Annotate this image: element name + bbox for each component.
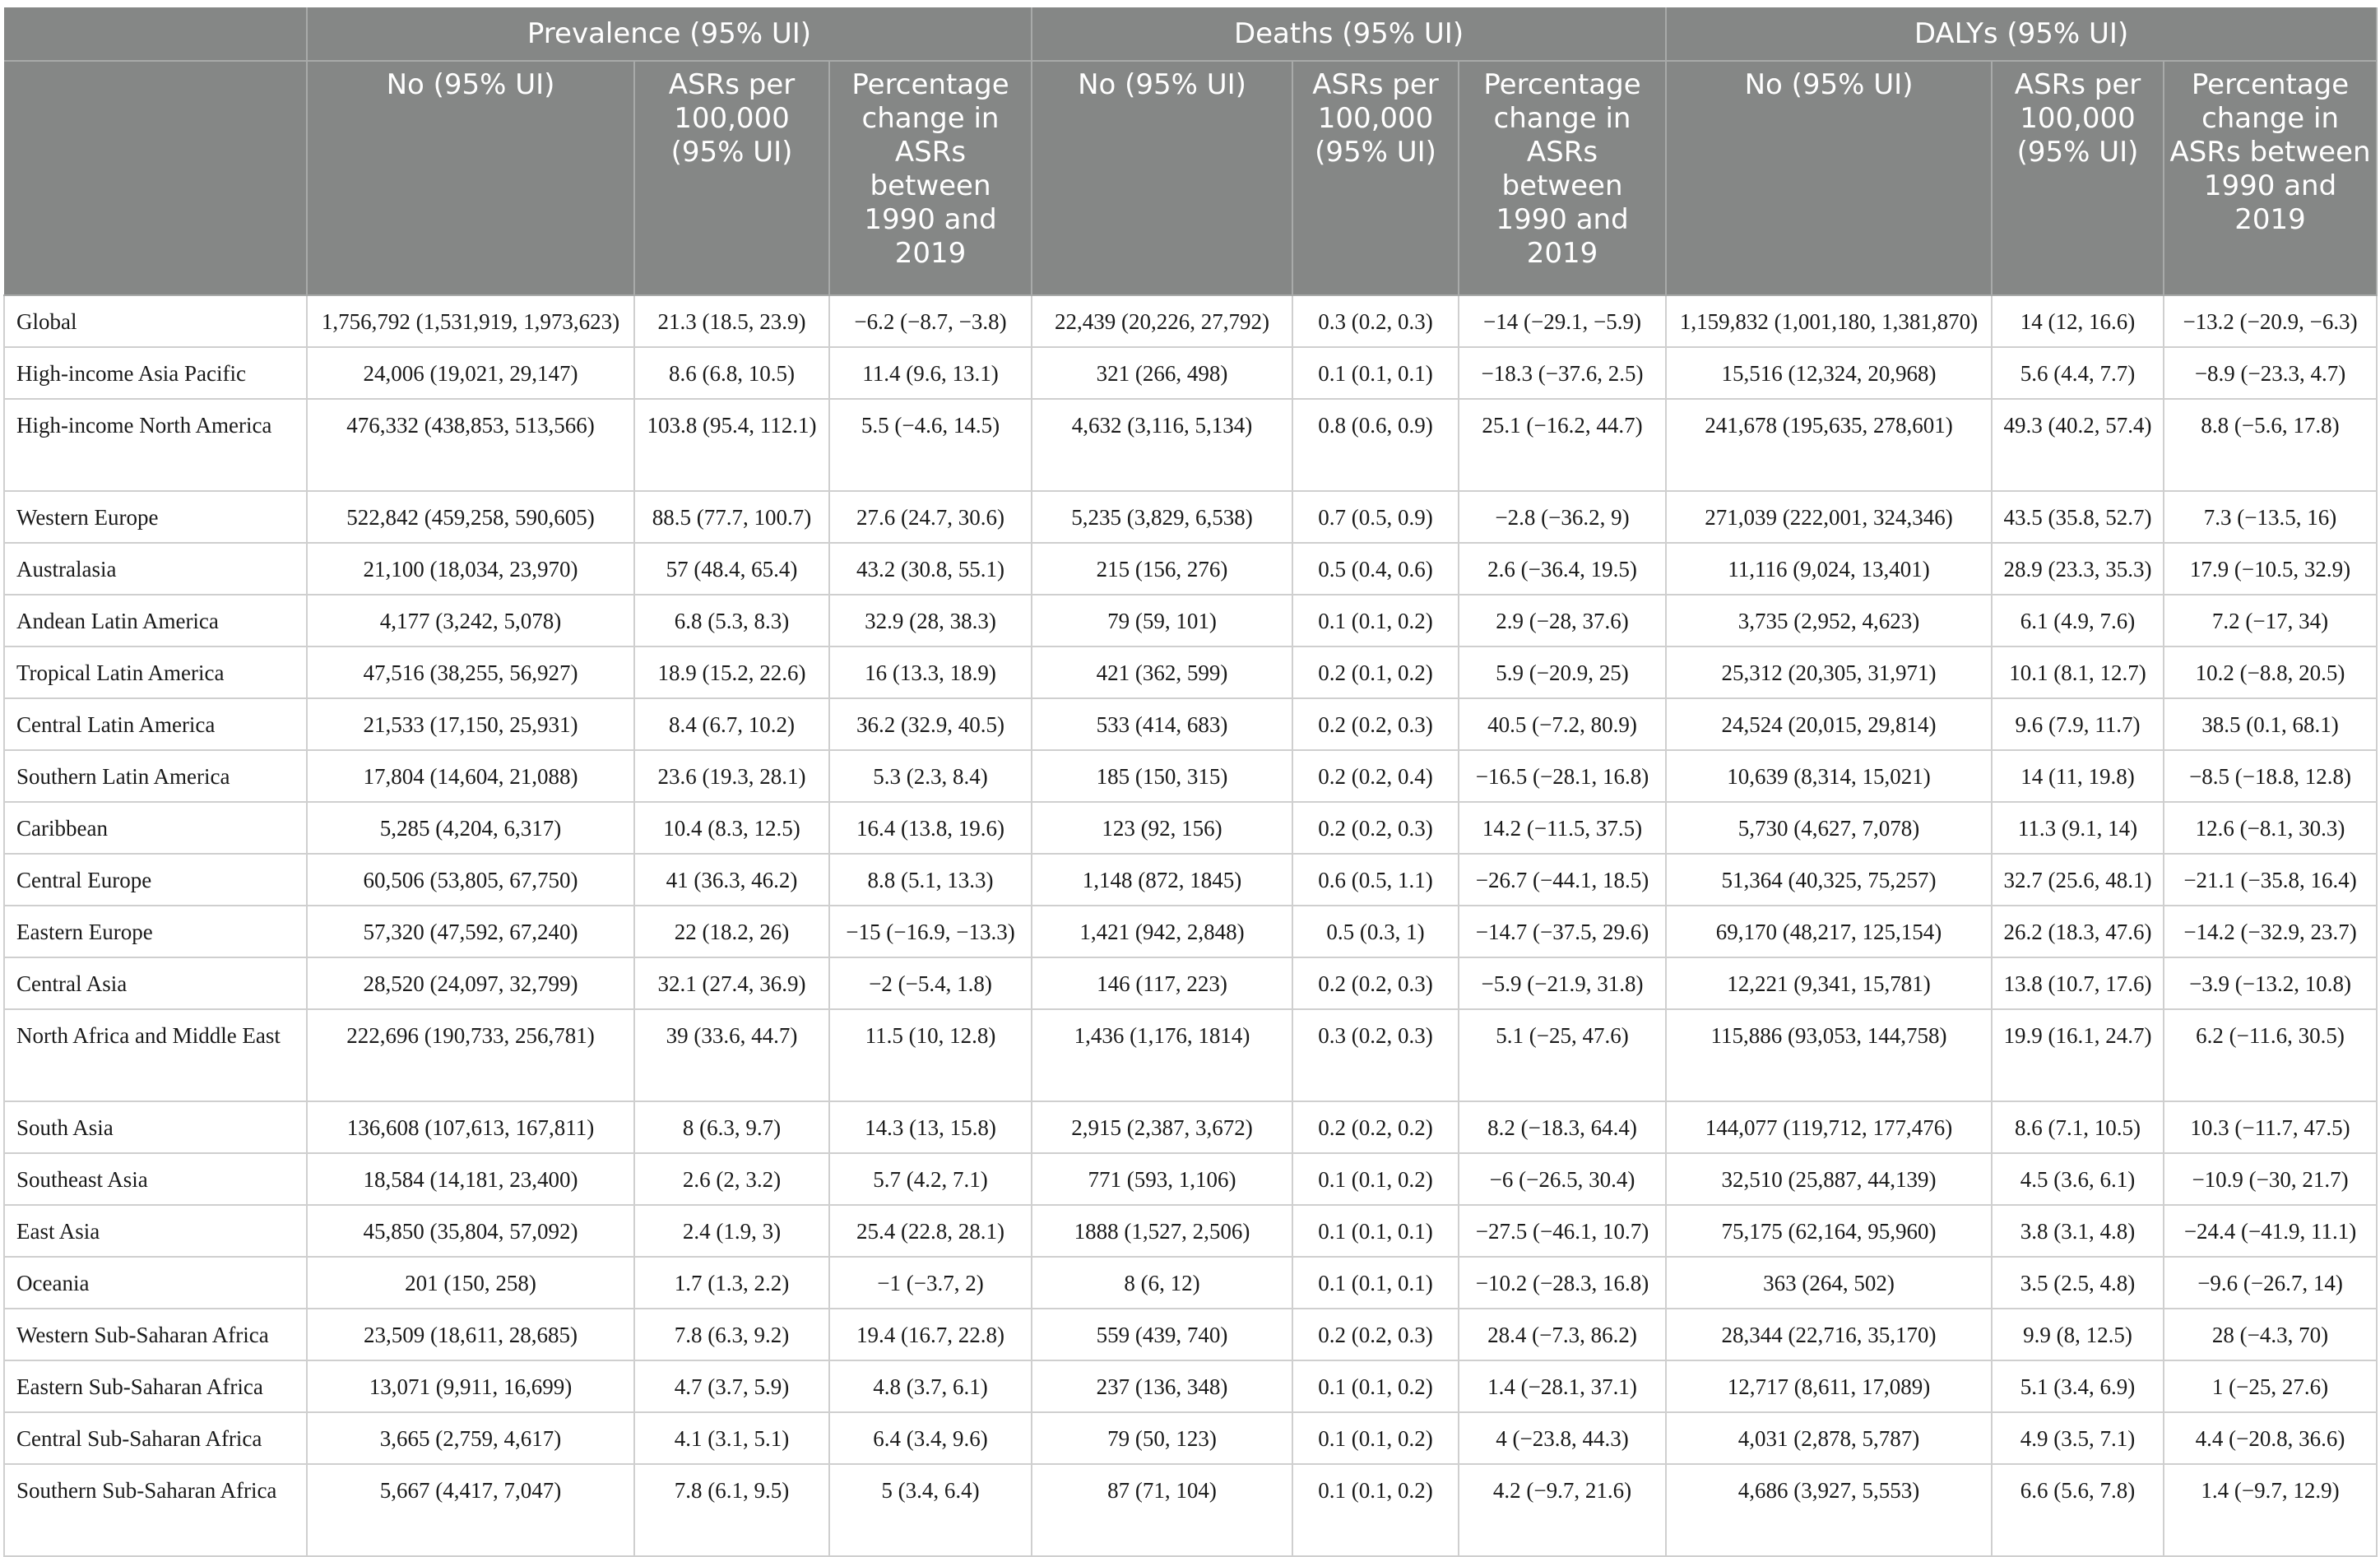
value-cell: 237 (136, 348): [1032, 1360, 1292, 1412]
value-cell: −26.7 (−44.1, 18.5): [1459, 854, 1666, 906]
value-cell: 0.2 (0.2, 0.3): [1292, 698, 1459, 750]
value-cell: 115,886 (93,053, 144,758): [1666, 1009, 1992, 1101]
value-cell: −2.8 (−36.2, 9): [1459, 491, 1666, 543]
value-cell: 0.7 (0.5, 0.9): [1292, 491, 1459, 543]
value-cell: 57,320 (47,592, 67,240): [307, 906, 634, 957]
value-cell: 241,678 (195,635, 278,601): [1666, 399, 1992, 491]
value-cell: 5 (3.4, 6.4): [829, 1464, 1032, 1556]
value-cell: 41 (36.3, 46.2): [634, 854, 829, 906]
table-row: [4, 1257, 2377, 1309]
value-cell: 185 (150, 315): [1032, 750, 1292, 802]
value-cell: 14 (11, 19.8): [1992, 750, 2164, 802]
value-cell: 45,850 (35,804, 57,092): [307, 1205, 634, 1257]
table-row: [4, 802, 2377, 854]
value-cell: 38.5 (0.1, 68.1): [2164, 698, 2377, 750]
value-cell: −16.5 (−28.1, 16.8): [1459, 750, 1666, 802]
value-cell: 5.3 (2.3, 8.4): [829, 750, 1032, 802]
value-cell: 18.9 (15.2, 22.6): [634, 646, 829, 698]
region-cell: Andean Latin America: [4, 595, 307, 646]
header-dalys: DALYs (95% UI): [1666, 7, 2377, 61]
value-cell: 1,421 (942, 2,848): [1032, 906, 1292, 957]
header-deaths-number: No (95% UI): [1032, 61, 1292, 295]
value-cell: 75,175 (62,164, 95,960): [1666, 1205, 1992, 1257]
value-cell: 10,639 (8,314, 15,021): [1666, 750, 1992, 802]
value-cell: 0.3 (0.2, 0.3): [1292, 1009, 1459, 1101]
region-cell: Tropical Latin America: [4, 646, 307, 698]
value-cell: 21,533 (17,150, 25,931): [307, 698, 634, 750]
value-cell: 7.8 (6.3, 9.2): [634, 1309, 829, 1360]
region-cell: Southeast Asia: [4, 1153, 307, 1205]
value-cell: 3.8 (3.1, 4.8): [1992, 1205, 2164, 1257]
value-cell: 0.2 (0.2, 0.3): [1292, 802, 1459, 854]
value-cell: 10.1 (8.1, 12.7): [1992, 646, 2164, 698]
value-cell: 0.8 (0.6, 0.9): [1292, 399, 1459, 491]
header-deaths-asr: ASRs per 100,000 (95% UI): [1292, 61, 1459, 295]
value-cell: 533 (414, 683): [1032, 698, 1292, 750]
value-cell: 3,735 (2,952, 4,623): [1666, 595, 1992, 646]
value-cell: 6.8 (5.3, 8.3): [634, 595, 829, 646]
value-cell: −24.4 (−41.9, 11.1): [2164, 1205, 2377, 1257]
value-cell: 28.4 (−7.3, 86.2): [1459, 1309, 1666, 1360]
value-cell: −13.2 (−20.9, −6.3): [2164, 295, 2377, 347]
value-cell: −8.5 (−18.8, 12.8): [2164, 750, 2377, 802]
value-cell: 9.6 (7.9, 11.7): [1992, 698, 2164, 750]
value-cell: 5.7 (4.2, 7.1): [829, 1153, 1032, 1205]
value-cell: 8.6 (7.1, 10.5): [1992, 1101, 2164, 1153]
table-row: [4, 295, 2377, 347]
region-cell: Southern Latin America: [4, 750, 307, 802]
region-cell: Central Latin America: [4, 698, 307, 750]
table-row: [4, 1309, 2377, 1360]
value-cell: 23.6 (19.3, 28.1): [634, 750, 829, 802]
value-cell: 8 (6, 12): [1032, 1257, 1292, 1309]
value-cell: 3.5 (2.5, 4.8): [1992, 1257, 2164, 1309]
table-row: [4, 854, 2377, 906]
value-cell: 43.2 (30.8, 55.1): [829, 543, 1032, 595]
table-row: [4, 595, 2377, 646]
value-cell: 0.1 (0.1, 0.2): [1292, 1464, 1459, 1556]
value-cell: 476,332 (438,853, 513,566): [307, 399, 634, 491]
value-cell: 271,039 (222,001, 324,346): [1666, 491, 1992, 543]
table-row: [4, 957, 2377, 1009]
value-cell: 4 (−23.8, 44.3): [1459, 1412, 1666, 1464]
value-cell: 47,516 (38,255, 56,927): [307, 646, 634, 698]
value-cell: 0.1 (0.1, 0.1): [1292, 1205, 1459, 1257]
value-cell: 771 (593, 1,106): [1032, 1153, 1292, 1205]
header-dalys-change: Percentage change in ASRs between 1990 and 2019: [2164, 61, 2377, 295]
value-cell: 559 (439, 740): [1032, 1309, 1292, 1360]
header-dalys-asr: ASRs per 100,000 (95% UI): [1992, 61, 2164, 295]
value-cell: 4,031 (2,878, 5,787): [1666, 1412, 1992, 1464]
value-cell: 321 (266, 498): [1032, 347, 1292, 399]
table-row: [4, 1101, 2377, 1153]
value-cell: −21.1 (−35.8, 16.4): [2164, 854, 2377, 906]
value-cell: 19.9 (16.1, 24.7): [1992, 1009, 2164, 1101]
table-row: [4, 491, 2377, 543]
value-cell: 4.2 (−9.7, 21.6): [1459, 1464, 1666, 1556]
value-cell: 7.2 (−17, 34): [2164, 595, 2377, 646]
value-cell: −6 (−26.5, 30.4): [1459, 1153, 1666, 1205]
table-row: [4, 1009, 2377, 1101]
value-cell: 0.1 (0.1, 0.2): [1292, 595, 1459, 646]
value-cell: 79 (59, 101): [1032, 595, 1292, 646]
value-cell: 11.4 (9.6, 13.1): [829, 347, 1032, 399]
region-cell: Global: [4, 295, 307, 347]
value-cell: 6.1 (4.9, 7.6): [1992, 595, 2164, 646]
value-cell: 13,071 (9,911, 16,699): [307, 1360, 634, 1412]
value-cell: 363 (264, 502): [1666, 1257, 1992, 1309]
header-deaths: Deaths (95% UI): [1032, 7, 1666, 61]
value-cell: 13.8 (10.7, 17.6): [1992, 957, 2164, 1009]
value-cell: 5.6 (4.4, 7.7): [1992, 347, 2164, 399]
header-dalys-number: No (95% UI): [1666, 61, 1992, 295]
value-cell: 0.1 (0.1, 0.1): [1292, 1257, 1459, 1309]
value-cell: 12.6 (−8.1, 30.3): [2164, 802, 2377, 854]
value-cell: 14 (12, 16.6): [1992, 295, 2164, 347]
value-cell: 27.6 (24.7, 30.6): [829, 491, 1032, 543]
table-row: [4, 646, 2377, 698]
value-cell: 9.9 (8, 12.5): [1992, 1309, 2164, 1360]
region-cell: Caribbean: [4, 802, 307, 854]
header-prevalence-change: Percentage change in ASRs between 1990 and 2019: [829, 61, 1032, 295]
value-cell: −14.2 (−32.9, 23.7): [2164, 906, 2377, 957]
table-body: [4, 295, 2377, 1556]
region-cell: Central Sub-Saharan Africa: [4, 1412, 307, 1464]
region-cell: Central Europe: [4, 854, 307, 906]
value-cell: 5.9 (−20.9, 25): [1459, 646, 1666, 698]
region-cell: Australasia: [4, 543, 307, 595]
value-cell: 7.8 (6.1, 9.5): [634, 1464, 829, 1556]
region-cell: Central Asia: [4, 957, 307, 1009]
value-cell: 19.4 (16.7, 22.8): [829, 1309, 1032, 1360]
value-cell: 18,584 (14,181, 23,400): [307, 1153, 634, 1205]
value-cell: 5,285 (4,204, 6,317): [307, 802, 634, 854]
table-row: [4, 399, 2377, 491]
value-cell: 2.6 (2, 3.2): [634, 1153, 829, 1205]
value-cell: 7.3 (−13.5, 16): [2164, 491, 2377, 543]
value-cell: 6.6 (5.6, 7.8): [1992, 1464, 2164, 1556]
value-cell: 421 (362, 599): [1032, 646, 1292, 698]
header-prevalence-number: No (95% UI): [307, 61, 634, 295]
value-cell: 69,170 (48,217, 125,154): [1666, 906, 1992, 957]
value-cell: 4.1 (3.1, 5.1): [634, 1412, 829, 1464]
header-sub-row: [4, 61, 2377, 295]
value-cell: 0.1 (0.1, 0.2): [1292, 1360, 1459, 1412]
value-cell: −10.2 (−28.3, 16.8): [1459, 1257, 1666, 1309]
region-cell: Southern Sub-Saharan Africa: [4, 1464, 307, 1556]
value-cell: 4.4 (−20.8, 36.6): [2164, 1412, 2377, 1464]
value-cell: 22,439 (20,226, 27,792): [1032, 295, 1292, 347]
region-cell: High-income Asia Pacific: [4, 347, 307, 399]
value-cell: −2 (−5.4, 1.8): [829, 957, 1032, 1009]
value-cell: 4,632 (3,116, 5,134): [1032, 399, 1292, 491]
value-cell: 40.5 (−7.2, 80.9): [1459, 698, 1666, 750]
value-cell: −1 (−3.7, 2): [829, 1257, 1032, 1309]
value-cell: 60,506 (53,805, 67,750): [307, 854, 634, 906]
value-cell: 28 (−4.3, 70): [2164, 1309, 2377, 1360]
region-cell: Western Sub-Saharan Africa: [4, 1309, 307, 1360]
value-cell: 0.2 (0.2, 0.3): [1292, 957, 1459, 1009]
value-cell: 57 (48.4, 65.4): [634, 543, 829, 595]
value-cell: −3.9 (−13.2, 10.8): [2164, 957, 2377, 1009]
value-cell: 23,509 (18,611, 28,685): [307, 1309, 634, 1360]
region-cell: East Asia: [4, 1205, 307, 1257]
region-cell: Eastern Europe: [4, 906, 307, 957]
value-cell: 5,667 (4,417, 7,047): [307, 1464, 634, 1556]
value-cell: 0.5 (0.3, 1): [1292, 906, 1459, 957]
region-cell: Western Europe: [4, 491, 307, 543]
value-cell: 8.8 (5.1, 13.3): [829, 854, 1032, 906]
value-cell: 136,608 (107,613, 167,811): [307, 1101, 634, 1153]
value-cell: 32.7 (25.6, 48.1): [1992, 854, 2164, 906]
value-cell: 28.9 (23.3, 35.3): [1992, 543, 2164, 595]
value-cell: 6.2 (−11.6, 30.5): [2164, 1009, 2377, 1101]
value-cell: −8.9 (−23.3, 4.7): [2164, 347, 2377, 399]
value-cell: 8.8 (−5.6, 17.8): [2164, 399, 2377, 491]
value-cell: 8.4 (6.7, 10.2): [634, 698, 829, 750]
value-cell: 4.8 (3.7, 6.1): [829, 1360, 1032, 1412]
value-cell: 0.2 (0.2, 0.4): [1292, 750, 1459, 802]
value-cell: 25.1 (−16.2, 44.7): [1459, 399, 1666, 491]
value-cell: 10.2 (−8.8, 20.5): [2164, 646, 2377, 698]
table-row: [4, 543, 2377, 595]
value-cell: 2,915 (2,387, 3,672): [1032, 1101, 1292, 1153]
value-cell: 0.6 (0.5, 1.1): [1292, 854, 1459, 906]
value-cell: −18.3 (−37.6, 2.5): [1459, 347, 1666, 399]
value-cell: 1,436 (1,176, 1814): [1032, 1009, 1292, 1101]
value-cell: 2.4 (1.9, 3): [634, 1205, 829, 1257]
data-table: [3, 7, 2378, 1557]
value-cell: 25,312 (20,305, 31,971): [1666, 646, 1992, 698]
value-cell: 21.3 (18.5, 23.9): [634, 295, 829, 347]
value-cell: 5,235 (3,829, 6,538): [1032, 491, 1292, 543]
value-cell: 5.1 (3.4, 6.9): [1992, 1360, 2164, 1412]
value-cell: 0.1 (0.1, 0.1): [1292, 347, 1459, 399]
header-empty-corner: [4, 7, 307, 61]
value-cell: −15 (−16.9, −13.3): [829, 906, 1032, 957]
value-cell: −27.5 (−46.1, 10.7): [1459, 1205, 1666, 1257]
value-cell: 11,116 (9,024, 13,401): [1666, 543, 1992, 595]
value-cell: −14.7 (−37.5, 29.6): [1459, 906, 1666, 957]
value-cell: 28,520 (24,097, 32,799): [307, 957, 634, 1009]
value-cell: 11.3 (9.1, 14): [1992, 802, 2164, 854]
region-cell: Oceania: [4, 1257, 307, 1309]
value-cell: 16.4 (13.8, 19.6): [829, 802, 1032, 854]
header-deaths-change: Percentage change in ASRs between 1990 and 2019: [1459, 61, 1666, 295]
table-row: [4, 698, 2377, 750]
value-cell: 32.9 (28, 38.3): [829, 595, 1032, 646]
value-cell: 0.2 (0.1, 0.2): [1292, 646, 1459, 698]
value-cell: 123 (92, 156): [1032, 802, 1292, 854]
value-cell: −6.2 (−8.7, −3.8): [829, 295, 1032, 347]
value-cell: 79 (50, 123): [1032, 1412, 1292, 1464]
value-cell: 4.7 (3.7, 5.9): [634, 1360, 829, 1412]
value-cell: 4,686 (3,927, 5,553): [1666, 1464, 1992, 1556]
value-cell: 21,100 (18,034, 23,970): [307, 543, 634, 595]
table-row: [4, 1412, 2377, 1464]
value-cell: 1.4 (−9.7, 12.9): [2164, 1464, 2377, 1556]
value-cell: 4.5 (3.6, 6.1): [1992, 1153, 2164, 1205]
value-cell: −5.9 (−21.9, 31.8): [1459, 957, 1666, 1009]
value-cell: 103.8 (95.4, 112.1): [634, 399, 829, 491]
value-cell: 1,159,832 (1,001,180, 1,381,870): [1666, 295, 1992, 347]
table-row: [4, 1205, 2377, 1257]
value-cell: 8.6 (6.8, 10.5): [634, 347, 829, 399]
table-row: [4, 1360, 2377, 1412]
value-cell: 1,756,792 (1,531,919, 1,973,623): [307, 295, 634, 347]
value-cell: 14.3 (13, 15.8): [829, 1101, 1032, 1153]
value-cell: 32,510 (25,887, 44,139): [1666, 1153, 1992, 1205]
header-group-row: [4, 7, 2377, 61]
value-cell: 4,177 (3,242, 5,078): [307, 595, 634, 646]
value-cell: 10.4 (8.3, 12.5): [634, 802, 829, 854]
value-cell: 87 (71, 104): [1032, 1464, 1292, 1556]
value-cell: 1888 (1,527, 2,506): [1032, 1205, 1292, 1257]
value-cell: 2.9 (−28, 37.6): [1459, 595, 1666, 646]
value-cell: 32.1 (27.4, 36.9): [634, 957, 829, 1009]
value-cell: 17,804 (14,604, 21,088): [307, 750, 634, 802]
value-cell: −10.9 (−30, 21.7): [2164, 1153, 2377, 1205]
value-cell: 1,148 (872, 1845): [1032, 854, 1292, 906]
value-cell: 24,006 (19,021, 29,147): [307, 347, 634, 399]
value-cell: 146 (117, 223): [1032, 957, 1292, 1009]
value-cell: 0.3 (0.2, 0.3): [1292, 295, 1459, 347]
value-cell: 3,665 (2,759, 4,617): [307, 1412, 634, 1464]
value-cell: 5.1 (−25, 47.6): [1459, 1009, 1666, 1101]
value-cell: 16 (13.3, 18.9): [829, 646, 1032, 698]
value-cell: 1.7 (1.3, 2.2): [634, 1257, 829, 1309]
header-region-blank: [4, 61, 307, 295]
value-cell: 14.2 (−11.5, 37.5): [1459, 802, 1666, 854]
value-cell: 12,221 (9,341, 15,781): [1666, 957, 1992, 1009]
value-cell: 11.5 (10, 12.8): [829, 1009, 1032, 1101]
value-cell: 15,516 (12,324, 20,968): [1666, 347, 1992, 399]
table-row: [4, 347, 2377, 399]
value-cell: 144,077 (119,712, 177,476): [1666, 1101, 1992, 1153]
value-cell: 1 (−25, 27.6): [2164, 1360, 2377, 1412]
value-cell: 10.3 (−11.7, 47.5): [2164, 1101, 2377, 1153]
value-cell: 2.6 (−36.4, 19.5): [1459, 543, 1666, 595]
value-cell: 0.1 (0.1, 0.2): [1292, 1153, 1459, 1205]
header-prevalence: Prevalence (95% UI): [307, 7, 1032, 61]
value-cell: 43.5 (35.8, 52.7): [1992, 491, 2164, 543]
table-row: [4, 1153, 2377, 1205]
value-cell: 24,524 (20,015, 29,814): [1666, 698, 1992, 750]
table-row: [4, 750, 2377, 802]
value-cell: 17.9 (−10.5, 32.9): [2164, 543, 2377, 595]
table-row: [4, 906, 2377, 957]
value-cell: 88.5 (77.7, 100.7): [634, 491, 829, 543]
value-cell: 0.2 (0.2, 0.3): [1292, 1309, 1459, 1360]
value-cell: 5.5 (−4.6, 14.5): [829, 399, 1032, 491]
table-row: [4, 1464, 2377, 1556]
value-cell: 26.2 (18.3, 47.6): [1992, 906, 2164, 957]
value-cell: 0.5 (0.4, 0.6): [1292, 543, 1459, 595]
region-cell: High-income North America: [4, 399, 307, 491]
value-cell: 25.4 (22.8, 28.1): [829, 1205, 1032, 1257]
value-cell: 0.2 (0.2, 0.2): [1292, 1101, 1459, 1153]
value-cell: 28,344 (22,716, 35,170): [1666, 1309, 1992, 1360]
value-cell: 8 (6.3, 9.7): [634, 1101, 829, 1153]
value-cell: −9.6 (−26.7, 14): [2164, 1257, 2377, 1309]
region-cell: North Africa and Middle East: [4, 1009, 307, 1101]
value-cell: 6.4 (3.4, 9.6): [829, 1412, 1032, 1464]
region-cell: Eastern Sub-Saharan Africa: [4, 1360, 307, 1412]
region-cell: South Asia: [4, 1101, 307, 1153]
value-cell: 49.3 (40.2, 57.4): [1992, 399, 2164, 491]
value-cell: 215 (156, 276): [1032, 543, 1292, 595]
value-cell: 0.1 (0.1, 0.2): [1292, 1412, 1459, 1464]
value-cell: 5,730 (4,627, 7,078): [1666, 802, 1992, 854]
value-cell: 36.2 (32.9, 40.5): [829, 698, 1032, 750]
value-cell: 8.2 (−18.3, 64.4): [1459, 1101, 1666, 1153]
value-cell: 51,364 (40,325, 75,257): [1666, 854, 1992, 906]
value-cell: 201 (150, 258): [307, 1257, 634, 1309]
value-cell: 222,696 (190,733, 256,781): [307, 1009, 634, 1101]
value-cell: 39 (33.6, 44.7): [634, 1009, 829, 1101]
header-prevalence-asr: ASRs per 100,000 (95% UI): [634, 61, 829, 295]
value-cell: 12,717 (8,611, 17,089): [1666, 1360, 1992, 1412]
value-cell: 22 (18.2, 26): [634, 906, 829, 957]
value-cell: 1.4 (−28.1, 37.1): [1459, 1360, 1666, 1412]
value-cell: −14 (−29.1, −5.9): [1459, 295, 1666, 347]
value-cell: 522,842 (459,258, 590,605): [307, 491, 634, 543]
value-cell: 4.9 (3.5, 7.1): [1992, 1412, 2164, 1464]
